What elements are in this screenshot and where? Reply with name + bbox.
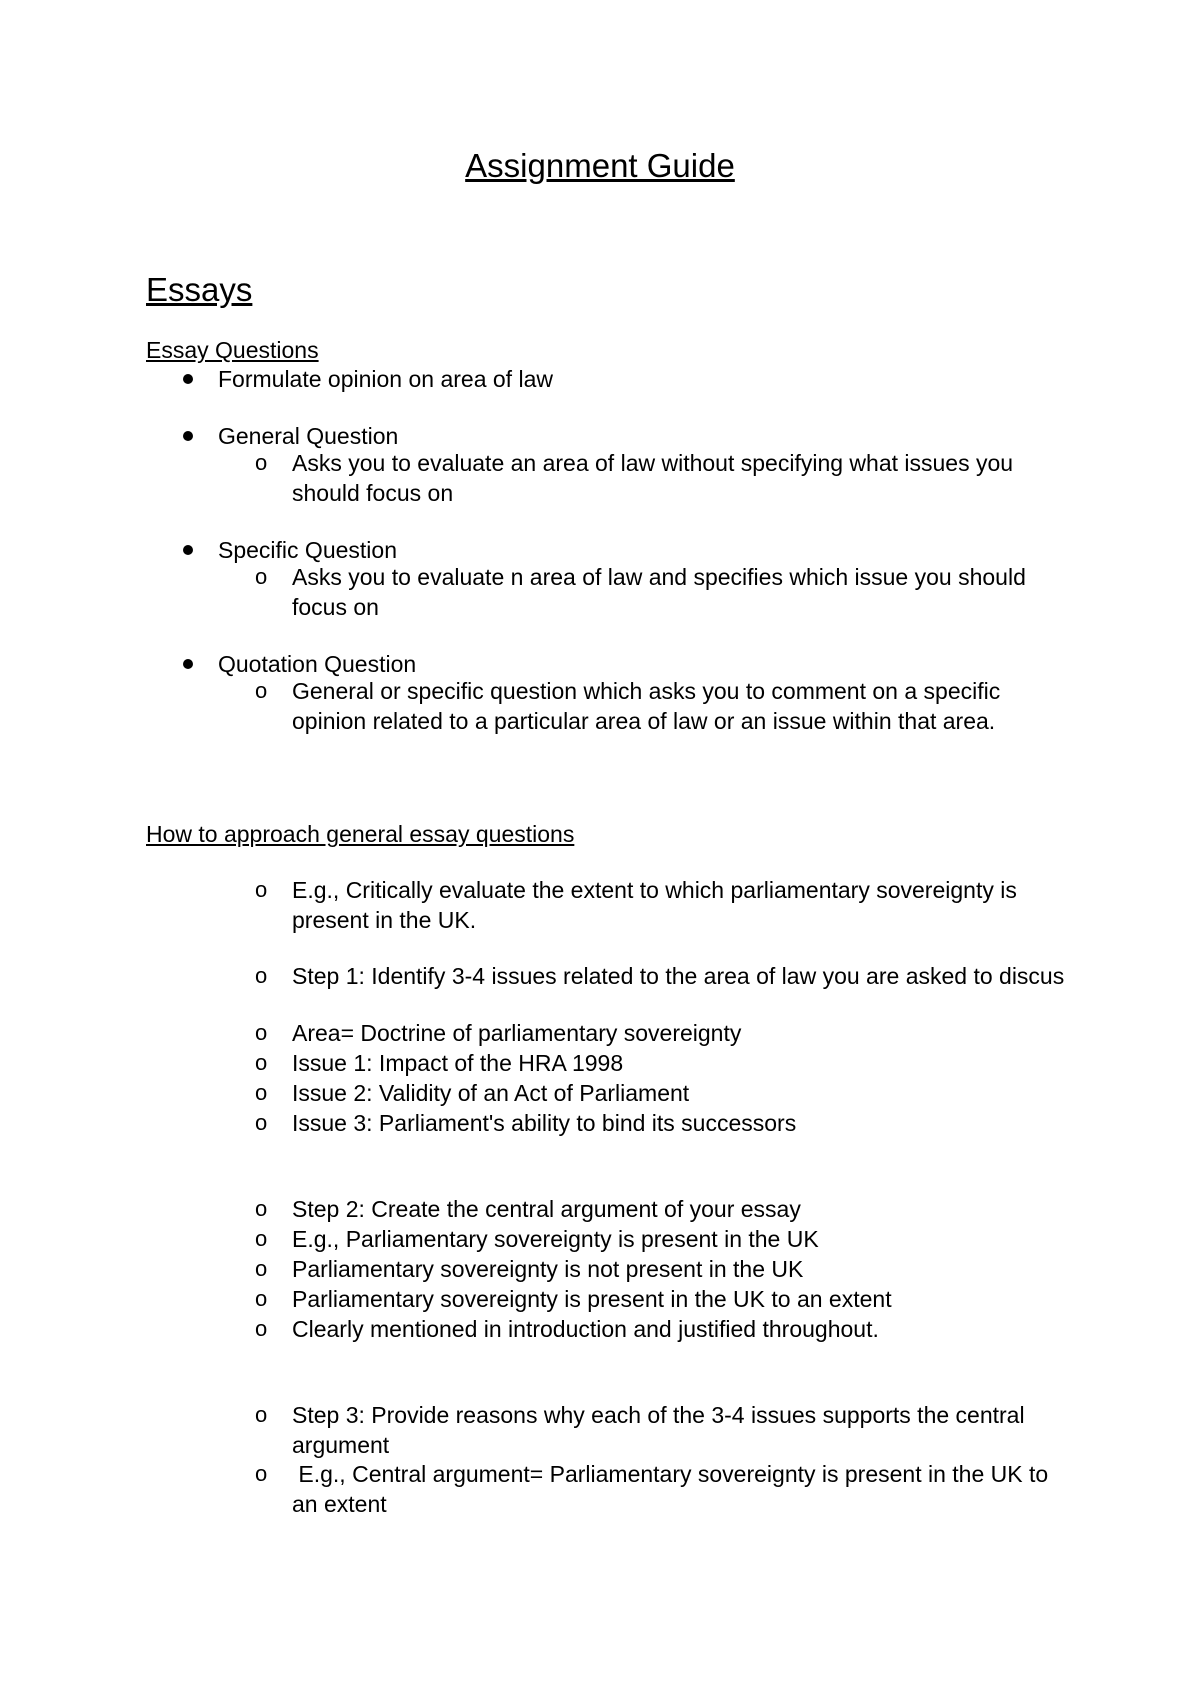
sub-bullet-marker: o [255,1050,268,1075]
bullet-marker [183,659,193,669]
sub-bullet-marker: o [255,1402,268,1427]
sub-list-item: Step 3: Provide reasons why each of the 3-4 issues supports the central argument [292,1402,1025,1458]
sub-list-item: Issue 2: Validity of an Act of Parliament [292,1080,690,1106]
sub-bullet-marker: o [255,1316,268,1341]
sub-bullet-marker: o [255,1256,268,1281]
sub-list-item: E.g., Central argument= Parliamentary sovereignty is present in the UK to an extent [292,1461,1055,1517]
sub-list-item: Step 1: Identify 3-4 issues related to the area of law you are asked to discus [292,963,1065,989]
list-item: Formulate opinion on area of law [218,366,553,392]
list-item: General Question [218,423,399,449]
sub-list-item: General or specific question which asks you to comment on a specific opinion related to a particular area of law or an issue within that area. [292,678,1001,734]
sub-list-item: Step 2: Create the central argument of your essay [292,1196,801,1222]
sub-list-item: Area= Doctrine of parliamentary sovereignty [292,1020,742,1046]
sub-list-item: E.g., Parliamentary sovereignty is present in the UK [292,1226,819,1252]
heading-essays: Essays [146,271,253,308]
sub-list-item: Issue 1: Impact of the HRA 1998 [292,1050,624,1076]
list-item: Specific Question [218,537,397,563]
sub-list-item: Parliamentary sovereignty is present in the UK to an extent [292,1286,892,1312]
sub-list-item: Asks you to evaluate n area of law and specifies which issue you should focus on [292,564,1026,620]
sub-list-item: Clearly mentioned in introduction and justified throughout. [292,1316,879,1342]
sub-list-item: Issue 3: Parliament's ability to bind its successors [292,1110,797,1136]
sub-bullet-marker: o [255,678,268,703]
document-title: Assignment Guide [465,147,735,184]
sub-bullet-marker: o [255,1196,268,1221]
subheading-essay-questions: Essay Questions [146,337,319,363]
sub-bullet-marker: o [255,1461,268,1486]
sub-list-item: E.g., Critically evaluate the extent to which parliamentary sovereignty is present in the UK. [292,877,1017,933]
sub-list-item: Parliamentary sovereignty is not present in the UK [292,1256,804,1282]
bullet-marker [183,374,193,384]
sub-bullet-marker: o [255,1286,268,1311]
list-item: Quotation Question [218,651,417,677]
bullet-marker [183,545,193,555]
sub-bullet-marker: o [255,564,268,589]
sub-bullet-marker: o [255,963,268,988]
sub-bullet-marker: o [255,1226,268,1251]
sub-bullet-marker: o [255,1080,268,1105]
subheading-general-essay-approach: How to approach general essay questions [146,821,575,847]
sub-bullet-marker: o [255,1110,268,1135]
bullet-marker [183,431,193,441]
sub-bullet-marker: o [255,1020,268,1045]
sub-bullet-marker: o [255,877,268,902]
sub-bullet-marker: o [255,450,268,475]
sub-list-item: Asks you to evaluate an area of law without specifying what issues you should focus on [292,450,1014,506]
